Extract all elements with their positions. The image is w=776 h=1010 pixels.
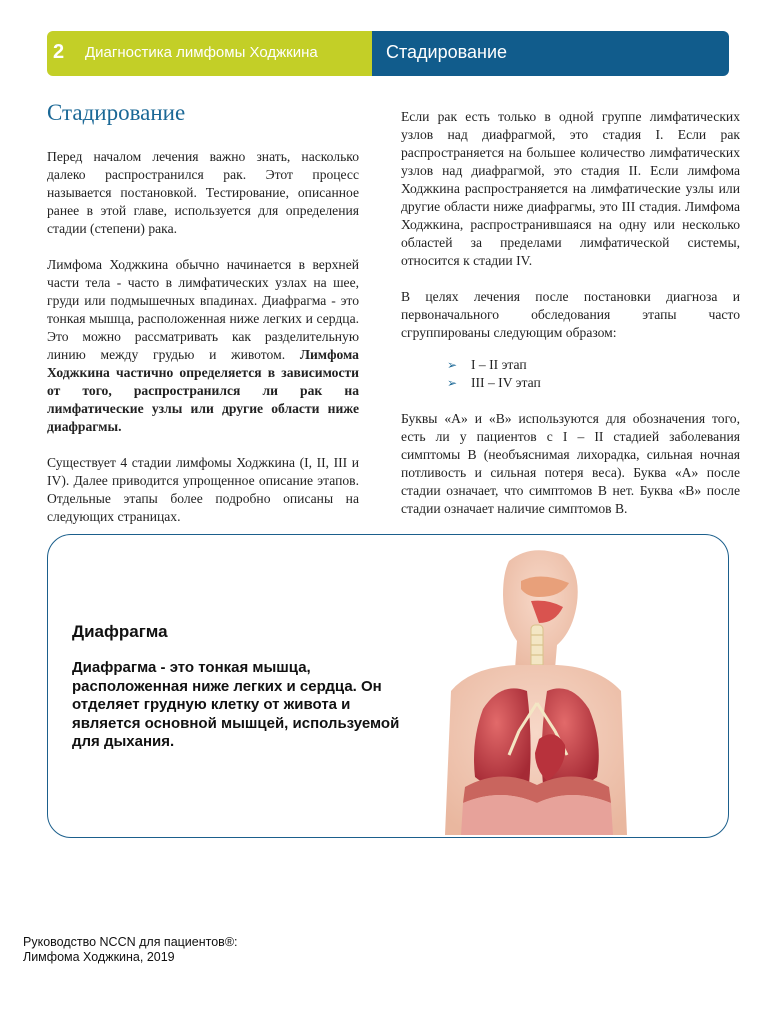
page-title: Стадирование [47,100,186,125]
list-item [447,374,740,392]
paragraph-diaphragm-text: Лимфома Ходжкина обычно начинается в верхней части тела - часто в лимфатических узлах на шее, груди или подмышечных впадинах. Диафрагма - это тонкая мышца, расположенная ниже легких и сердца. Это можно рассматривать как разделительную линию между грудью и животом. [47,257,359,362]
callout-text: Диафрагма - это тонкая мышца, расположенная ниже легких и сердца. Он отделяет грудную клетку от живота и является основной мышцей, используемой для дыхания. [72,659,400,750]
section-bar [372,31,729,76]
footer-guide-name: Руководство NCCN для пациентов®: [23,935,238,949]
footer-edition: Лимфома Ходжкина, 2019 [23,950,175,964]
diaphragm-callout [47,534,729,838]
list-item-label: III – IV этап [471,375,541,390]
paragraph-symptoms: Буквы «A» и «B» используются для обозначения того, есть ли у пациентов с I – II стадией заболевания симптомы B (необъяснимая лихорадка, сильная ночная потливость и сильная потеря веса). Буква «А» после стадии означает, что симптомов B нет. Буква «B» после стадии означает наличие симптомов B. [401,411,740,516]
chapter-title: Диагностика лимфомы Ходжкина [85,44,318,61]
section-name: Стадирование [386,42,508,62]
paragraph-intro: Перед началом лечения важно знать, насколько далеко распространился рак. Этот процесс называется постановкой. Тестирование, описанное ранее в этой главе, используется для определения стадии (степени) рака. [47,149,359,236]
paragraph-stage-definitions: Если рак есть только в одной группе лимфатических узлов над диафрагмой, это стадия I. Если рак распространяется на большее количество лимфатических узлов над диафрагмой, это стадия II. Если лимфома Ходжкина распространяется на лимфатические узлы или другие области ниже диафрагмы, это III стадия. Лимфома Ходжкина, распространившаяся на одну или несколько областей за пределами лимфатической системы, относится к стадии IV. [401,109,740,268]
arrow-bullet-icon: ➢ [447,358,458,372]
chapter-number: 2 [53,41,65,63]
arrow-bullet-icon: ➢ [447,376,458,390]
right-column [401,108,740,536]
stage-group-list [401,356,740,392]
left-column [47,100,359,544]
list-item-label: I – II этап [471,357,527,372]
paragraph-diaphragm [47,256,359,436]
page-footer [23,935,238,965]
paragraph-diaphragm-emphasis: Лимфома Ходжкина частично определяется в зависимости от того, распространился ли рак на лимфатические узлы или другие области ниже диафрагмы. [47,347,359,434]
list-item [447,356,740,374]
paragraph-grouping: В целях лечения после постановки диагноза и первоначального обследования этапы часто сгруппированы следующим образом: [401,289,740,340]
respiratory-anatomy-illustration [431,541,631,835]
chapter-bar [47,31,372,76]
page-header [47,31,729,76]
callout-title: Диафрагма [72,622,168,641]
paragraph-stages: Существует 4 стадии лимфомы Ходжкина (I, II, III и IV). Далее приводится упрощенное описание этапов. Отдельные этапы более подробно описаны на следующих страницах. [47,455,359,524]
